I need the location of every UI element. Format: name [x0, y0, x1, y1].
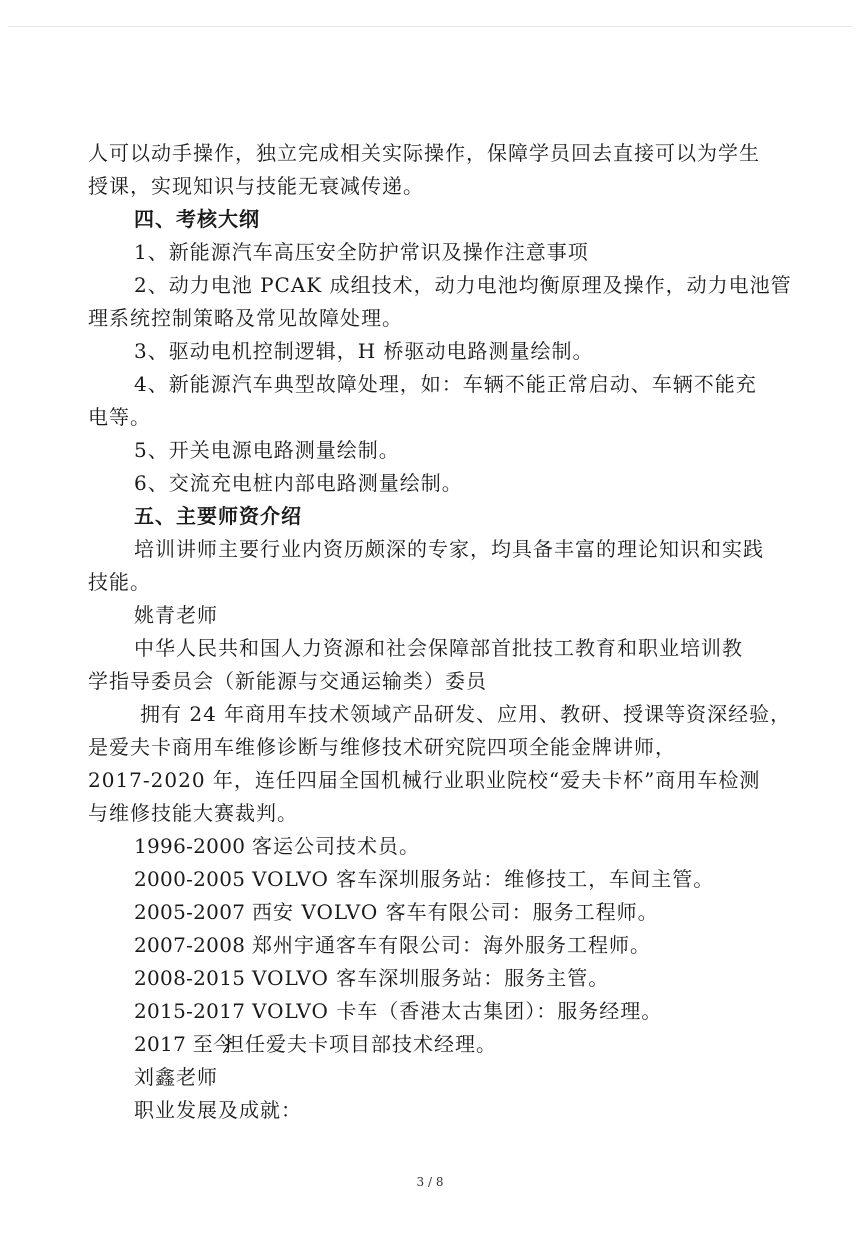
career-entry: [88, 995, 788, 1028]
teacher-title-continued: 学指导委员会（新能源与交通运输类）委员: [88, 669, 487, 693]
teacher-bio-continued: 是爱夫卡商用车维修诊断与维修技术研究院四项全能金牌讲师，: [88, 735, 676, 759]
faculty-intro: 培训讲师主要行业内资历颇深的专家，均具备丰富的理论知识和实践: [134, 537, 764, 561]
career-description: VOLVO 客车深圳服务站：服务主管。: [252, 966, 610, 990]
assessment-item: 2、动力电池 PCAK 成组技术，动力电池均衡原理及操作，动力电池管: [134, 273, 792, 297]
teacher-name: 姚青老师: [134, 603, 218, 627]
career-entry: [88, 863, 788, 896]
career-description: 担任爱夫卡项目部技术经理。: [224, 1032, 497, 1056]
career-description: 西安 VOLVO 客车有限公司：服务工程师。: [252, 900, 659, 924]
career-entry: [88, 929, 788, 962]
career-period: 2017 至今: [134, 1032, 234, 1056]
teacher-bio-continued: 2017-2020 年，连任四届全国机械行业职业院校“爱夫卡杯”商用车检测: [88, 768, 761, 792]
page-number: 3 / 8: [416, 1175, 444, 1189]
career-period: 2005-2007: [134, 900, 246, 924]
career-period: 2015-2017: [134, 999, 246, 1023]
assessment-item: 6、交流充电桩内部电路测量绘制。: [134, 471, 463, 495]
career-period: 2008-2015: [134, 966, 246, 990]
assessment-item: 5、开关电源电路测量绘制。: [134, 438, 400, 462]
paragraph-line: 人可以动手操作，独立完成相关实际操作，保障学员回去直接可以为学生: [88, 141, 760, 165]
faculty-intro-continued: 技能。: [88, 570, 151, 594]
career-period: 2000-2005: [134, 867, 246, 891]
paragraph-line: 授课，实现知识与技能无衰减传递。: [88, 174, 424, 198]
career-entry: [88, 1028, 788, 1061]
career-description: VOLVO 客车深圳服务站：维修技工，车间主管。: [252, 867, 715, 891]
career-period: 2007-2008: [134, 933, 246, 957]
assessment-item: 4、新能源汽车典型故障处理，如：车辆不能正常启动、车辆不能充: [134, 372, 757, 396]
teacher-name: 刘鑫老师: [134, 1065, 218, 1089]
teacher-title: 中华人民共和国人力资源和社会保障部首批技工教育和职业培训教: [134, 636, 743, 660]
section-heading-assessment: 四、考核大纲: [134, 207, 260, 231]
section-heading-faculty: 五、主要师资介绍: [134, 504, 302, 528]
career-entry: [88, 962, 788, 995]
teacher-bio-continued: 与维修技能大赛裁判。: [88, 801, 298, 825]
assessment-item: 1、新能源汽车高压安全防护常识及操作注意事项: [134, 240, 589, 264]
document-body: [88, 137, 792, 1127]
career-description: VOLVO 卡车（香港太古集团）：服务经理。: [252, 999, 663, 1023]
career-description: 郑州宇通客车有限公司：海外服务工程师。: [252, 933, 651, 957]
career-description: 客运公司技术员。: [252, 834, 420, 858]
career-entry: [88, 830, 788, 863]
teacher-bio: 拥有 24 年商用车技术领域产品研发、应用、教研、授课等资深经验，: [140, 702, 792, 726]
teacher-subheading: 职业发展及成就：: [134, 1098, 302, 1122]
assessment-item: 3、驱动电机控制逻辑，H 桥驱动电路测量绘制。: [134, 339, 594, 363]
assessment-item-continued: 电等。: [88, 405, 151, 429]
career-period: 1996-2000: [134, 834, 246, 858]
career-entry: [88, 896, 788, 929]
page-top-edge: [8, 26, 852, 27]
assessment-item-continued: 理系统控制策略及常见故障处理。: [88, 306, 403, 330]
